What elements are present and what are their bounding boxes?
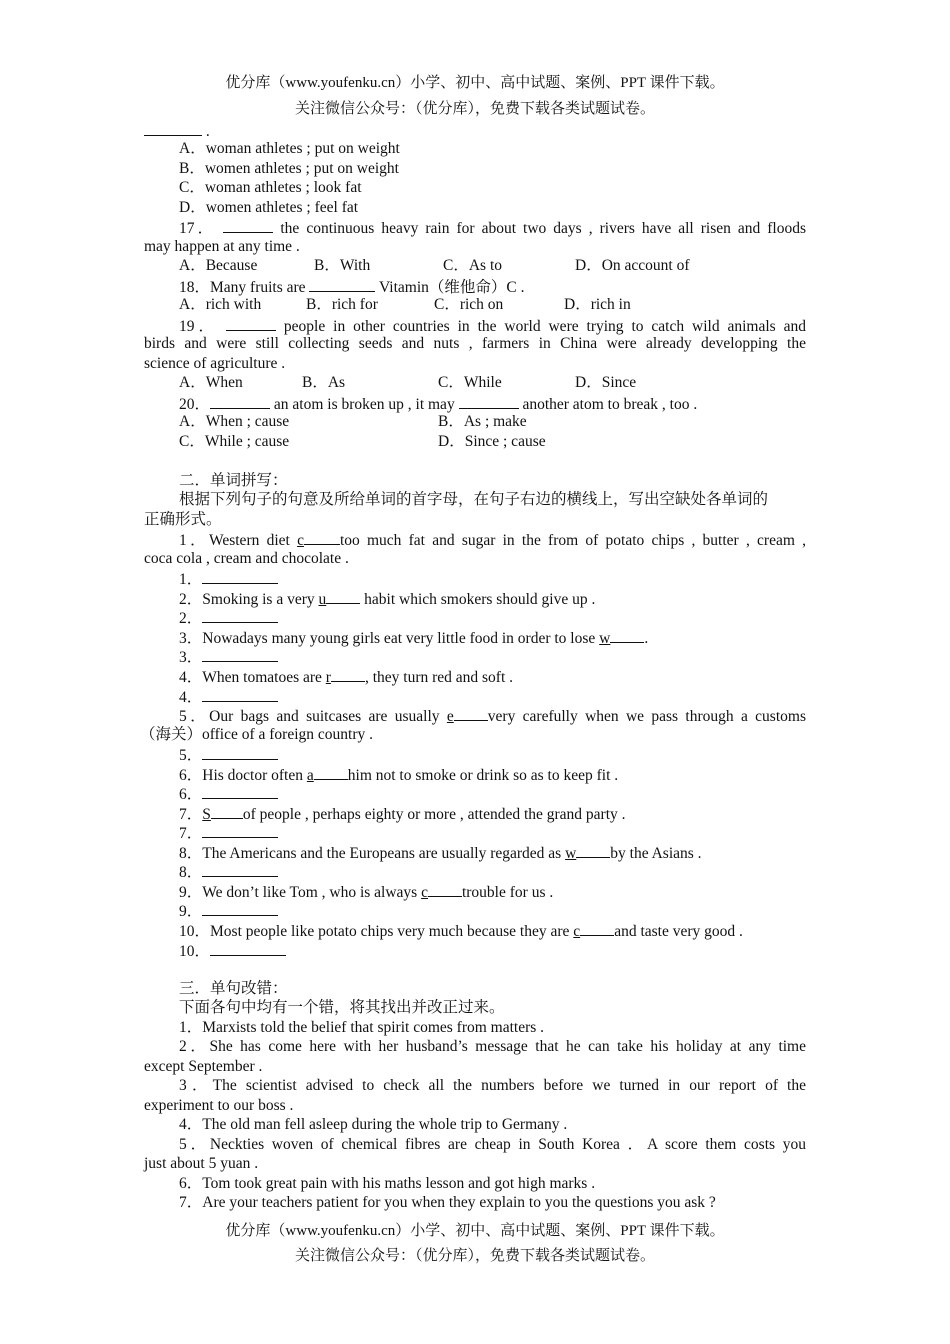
spelling-item-3: 3．Nowadays many young girls eat very little food in order to lose w . xyxy=(144,627,806,649)
answer-blank xyxy=(202,607,278,623)
answer-blank xyxy=(202,686,278,702)
spelling-item-5-cont: （海关）office of a foreign country . xyxy=(140,726,374,743)
spelling-item-2: 2．Smoking is a very u habit which smokers should give up . xyxy=(144,588,806,610)
spelling-item-10: 10．Most people like potato chips very much because they are c and taste very good . xyxy=(144,920,806,942)
page-footer-line1: 优分库（www.youfenku.cn）小学、初中、高中试题、案例、PPT 课件下载。 xyxy=(225,1223,725,1239)
answer-blank xyxy=(459,393,519,409)
answer-blank xyxy=(226,315,276,331)
correction-4: 4．The old man fell asleep during the whole trip to Germany . xyxy=(179,1116,568,1133)
q16-option-d: D．women athletes ; feel fat xyxy=(179,199,359,216)
page-header-line2: 关注微信公众号：（优分库），免费下载各类试题试卷。 xyxy=(294,101,655,117)
spelling-item-1: 1．Western diet c too much fat and sugar in the from of potato chips , butter , cream , xyxy=(144,529,806,551)
q16-stem-tail: . xyxy=(144,120,806,142)
spelling-answer-2: 2． xyxy=(144,607,806,629)
q19-option-c: C．While xyxy=(438,374,502,391)
q20-option-c: C．While ; cause xyxy=(179,433,290,450)
spelling-item-4: 4．When tomatoes are r , they turn red and soft . xyxy=(144,666,806,688)
page-header-line1: 优分库（www.youfenku.cn）小学、初中、高中试题、案例、PPT 课件下载。 xyxy=(225,75,725,91)
q16-option-a: A．woman athletes ; put on weight xyxy=(179,140,400,157)
answer-blank xyxy=(202,900,278,916)
spelling-answer-6: 6． xyxy=(144,783,806,805)
correction-6: 6．Tom took great pain with his maths lesson and got high marks . xyxy=(179,1175,596,1192)
answer-blank xyxy=(223,217,273,233)
spelling-item-7: 7．S of people , perhaps eighty or more , attended the grand party . xyxy=(144,803,806,825)
spelling-answer-1: 1． xyxy=(144,568,806,590)
q17-option-c: C．As to xyxy=(443,257,502,274)
correction-7: 7．Are your teachers patient for you when they explain to you the questions you ask ? xyxy=(179,1194,716,1211)
q17-option-b: B．With xyxy=(314,257,371,274)
answer-blank xyxy=(210,393,270,409)
q19-option-b: B．As xyxy=(302,374,346,391)
correction-2-line1: 2．She has come here with her husband’s message that he can take his holiday at any time xyxy=(179,1038,806,1055)
correction-5-line2: just about 5 yuan . xyxy=(144,1155,259,1172)
q18-option-b: B．rich for xyxy=(306,296,378,313)
answer-blank xyxy=(202,646,278,662)
spelling-answer-4: 4． xyxy=(144,686,806,708)
q17-option-d: D．On account of xyxy=(575,257,690,274)
spelling-item-1-cont: coca cola , cream and chocolate . xyxy=(144,550,349,567)
q18-option-d: D．rich in xyxy=(564,296,631,313)
section2-instruction-line1: 根据下列句子的句意及所给单词的首字母，在句子右边的横线上，写出空缺处各单词的 xyxy=(179,491,769,508)
section2-title: 二．单词拼写： xyxy=(179,472,288,489)
answer-blank xyxy=(202,744,278,760)
spelling-answer-8: 8． xyxy=(144,861,806,883)
q17-option-a: A．Because xyxy=(179,257,258,274)
q19-option-d: D．Since xyxy=(575,374,637,391)
correction-1: 1．Marxists told the belief that spirit comes from matters . xyxy=(179,1019,545,1036)
q20-option-d: D．Since ; cause xyxy=(438,433,546,450)
q18-option-a: A．rich with xyxy=(179,296,262,313)
section3-title: 三．单句改错： xyxy=(179,980,288,997)
section3-instruction: 下面各句中均有一个错，将其找出并改正过来。 xyxy=(179,999,505,1016)
q20-option-b: B．As ; make xyxy=(438,413,527,430)
spelling-answer-9: 9． xyxy=(144,900,806,922)
spelling-item-8: 8．The Americans and the Europeans are usually regarded as w by the Asians . xyxy=(144,842,806,864)
spelling-answer-7: 7． xyxy=(144,822,806,844)
answer-blank xyxy=(144,120,202,136)
spelling-answer-3: 3． xyxy=(144,646,806,668)
q16-option-b: B．women athletes ; put on weight xyxy=(179,160,399,177)
spelling-answer-5: 5． xyxy=(144,744,806,766)
correction-2-line2: except September . xyxy=(144,1058,263,1075)
q19-option-a: A．When xyxy=(179,374,243,391)
q19-stem-line3: science of agriculture . xyxy=(144,355,286,372)
spelling-answer-10: 10． xyxy=(144,940,806,962)
q17-stem-line1: 17． the continuous heavy rain for about two days , rivers have all risen and floods xyxy=(144,217,806,239)
answer-blank xyxy=(202,783,278,799)
correction-3-line2: experiment to our boss . xyxy=(144,1097,294,1114)
answer-blank xyxy=(202,861,278,877)
answer-blank xyxy=(309,276,375,292)
q20-option-a: A．When ; cause xyxy=(179,413,290,430)
q16-option-c: C．woman athletes ; look fat xyxy=(179,179,362,196)
correction-5-line1: 5．Neckties woven of chemical fibres are cheap in South Korea ．A score them costs you xyxy=(179,1136,806,1153)
spelling-item-9: 9．We don’t like Tom , who is always c trouble for us . xyxy=(144,881,806,903)
answer-blank xyxy=(202,568,278,584)
q20-stem: 20． an atom is broken up , it may another atom to break , too . xyxy=(144,393,806,415)
q18-option-c: C．rich on xyxy=(434,296,504,313)
q19-stem-line1: 19． people in other countries in the world were trying to catch wild animals and xyxy=(144,315,806,337)
q19-stem-line2: birds and were still collecting seeds and nuts , farmers in China were already developping the xyxy=(144,335,806,352)
page-footer-line2: 关注微信公众号：（优分库），免费下载各类试题试卷。 xyxy=(294,1248,655,1264)
spelling-item-6: 6．His doctor often a him not to smoke or drink so as to keep fit . xyxy=(144,764,806,786)
correction-3-line1: 3．The scientist advised to check all the numbers before we turned in our report of the xyxy=(179,1077,806,1094)
answer-blank xyxy=(210,940,286,956)
q18-stem: 18．Many fruits are Vitamin（维他命）C . xyxy=(144,276,806,298)
spelling-item-5: 5．Our bags and suitcases are usually e very carefully when we pass through a customs xyxy=(144,705,806,727)
answer-blank xyxy=(202,822,278,838)
q17-stem-line2: may happen at any time . xyxy=(144,238,300,255)
section2-instruction-line2: 正确形式。 xyxy=(144,511,222,528)
